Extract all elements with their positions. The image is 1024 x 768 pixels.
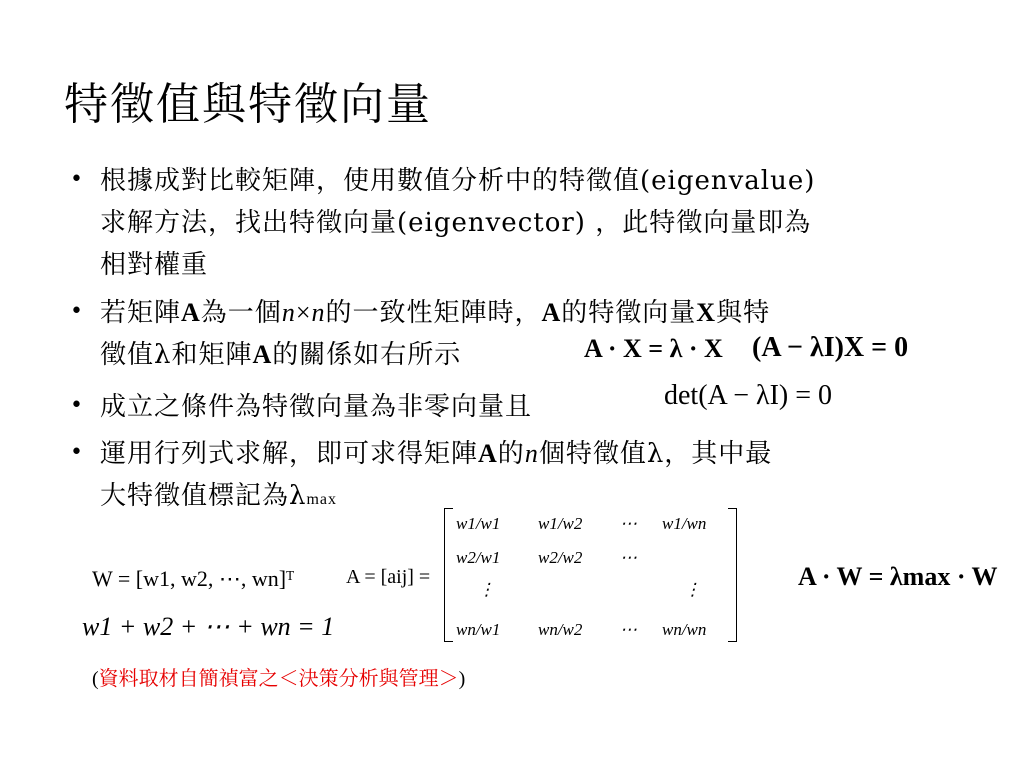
text: 若矩陣: [100, 298, 182, 328]
matrix-symbol: A: [541, 298, 562, 327]
matrix-cell: wn/w1: [456, 620, 501, 639]
paren-open: (: [92, 668, 99, 690]
bullet-dot: •: [70, 440, 83, 465]
bullet4-line2: [100, 475, 337, 512]
equation-w-vector: W = [w1, w2, ⋯, wn]ᵀ: [92, 566, 295, 591]
text: 徵值λ和矩陣: [100, 340, 253, 370]
matrix-cell: w1/w2: [538, 514, 583, 533]
matrix-cell: w2/w2: [538, 548, 583, 567]
text: 與特: [716, 298, 771, 328]
matrix-cell: wn/w2: [538, 620, 583, 639]
matrix-symbol: A: [252, 340, 273, 369]
source-citation: [92, 662, 465, 691]
matrix-cell: ⋯: [620, 514, 637, 533]
equation-sum-weights: w1 + w2 + ⋯ + wn = 1: [82, 612, 335, 641]
matrix-cell: ⋯: [620, 620, 637, 639]
text: 運用行列式求解，即可求得矩陣: [100, 439, 479, 469]
matrix-cell: ⋮: [684, 580, 701, 599]
n-symbol: n: [281, 298, 296, 327]
bullet1-line1: 根據成對比較矩陣，使用數值分析中的特徵值(eigenvalue): [100, 166, 816, 196]
bullet-dot: •: [70, 299, 83, 324]
text: 的關係如右所示: [272, 340, 462, 370]
matrix-right-bracket: [728, 508, 737, 642]
bullet4-line1: [100, 433, 772, 470]
bullet-dot: •: [70, 167, 83, 192]
vector-symbol: X: [696, 298, 717, 327]
matrix-left-bracket: [444, 508, 453, 642]
text: 的一致性矩陣時，: [325, 298, 542, 328]
matrix-cell: w2/w1: [456, 548, 501, 567]
n-symbol: n: [524, 439, 539, 468]
matrix-symbol: A: [181, 298, 201, 327]
equation-a-li-x: (A − λI)X = 0: [752, 332, 909, 363]
bullet2-line1: [100, 292, 770, 329]
text: 為一個: [200, 298, 282, 328]
equation-aw-lmax-w: A · W = λmax · W: [798, 562, 998, 591]
n-symbol: n: [311, 298, 326, 327]
bullet3-text: 成立之條件為特徵向量為非零向量且: [100, 392, 533, 422]
text: 個特徵值λ，其中最: [538, 439, 773, 469]
subscript-max: max: [306, 491, 338, 508]
equation-a-def: A = [aij] =: [346, 566, 431, 588]
equation-ax-lx: A · X = λ · X: [584, 334, 723, 363]
text: 的: [497, 439, 525, 469]
paren-close: ): [458, 668, 466, 690]
matrix-cell: wn/wn: [662, 620, 707, 639]
bullet1-line3: 相對權重: [100, 250, 209, 280]
bullet-dot: •: [70, 393, 83, 418]
bullet2-line2: [100, 334, 461, 371]
text: 大特徵值標記為λ: [100, 481, 307, 511]
slide-title: 特徵值與特徵向量: [64, 79, 432, 130]
matrix-symbol: A: [478, 439, 498, 468]
equation-det: det(A − λI) = 0: [664, 380, 833, 411]
source-text: 資料取材自簡禎富之＜決策分析與管理＞: [98, 668, 459, 690]
matrix-cell: w1/wn: [662, 514, 707, 533]
matrix-cell: ⋮: [478, 580, 495, 599]
bullet1-line2: 求解方法，找出特徵向量(eigenvector) ，此特徵向量即為: [100, 208, 812, 238]
text: 的特徵向量: [561, 298, 697, 328]
times-symbol: ×: [295, 298, 312, 327]
matrix-cell: w1/w1: [456, 514, 501, 533]
matrix-cell: ⋯: [620, 548, 637, 567]
